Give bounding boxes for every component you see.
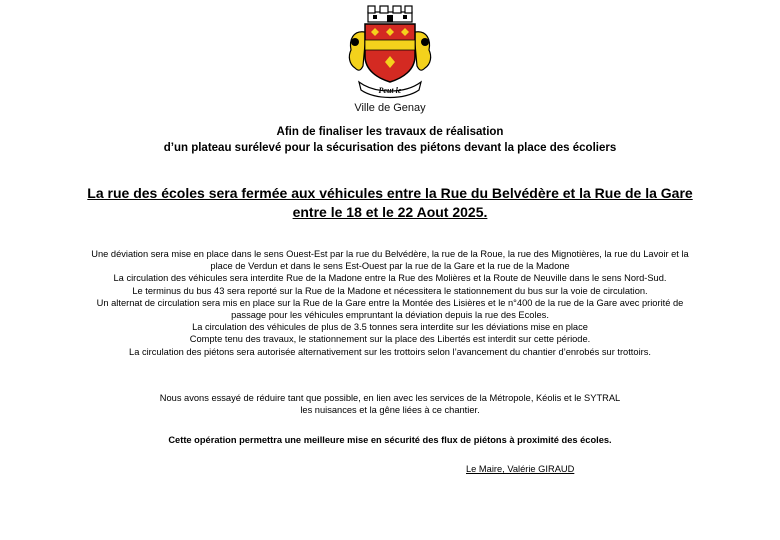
closure-line-2: entre le 18 et le 22 Aout 2025. (292, 204, 488, 220)
detour-details (40, 248, 740, 358)
mural-crown-icon (368, 6, 412, 22)
detour-line: Une déviation sera mise en place dans le sens Ouest-Est par la rue du Belvédère, la rue de la Roue, la rue des Mignotières, la rue du Lavoir et la (91, 249, 689, 259)
detour-line: place de Verdun et dans le sens Est-Ouest par la rue de la Gare et la rue de la Madone (210, 261, 570, 272)
motto-text: Peut le (378, 86, 402, 95)
apology-paragraph (40, 392, 740, 416)
motto-ribbon (359, 82, 421, 98)
closing-statement: Cette opération permettra une meilleure mise en sécurité des flux de piétons à proximité des écoles. (168, 435, 612, 445)
closure-announcement (0, 184, 780, 222)
intro-line-2: d’un plateau surélevé pour la sécurisation des piétons devant la place des écoliers (163, 142, 617, 154)
apology-line-2: les nuisances et la gêne liées à ce chantier. (300, 405, 480, 416)
detour-line: passage pour les véhicules empruntant la déviation depuis la rue des Ecoles. (231, 310, 549, 321)
closure-line-1: La rue des écoles sera fermée aux véhicules entre la Rue du Belvédère et la Rue de la Gare (87, 185, 693, 201)
detour-line: Compte tenu des travaux, le stationnement sur la place des Libertés est interdit sur cette période. (189, 334, 591, 345)
detour-line: La circulation des véhicules sera interdite Rue de la Madone entre la Rue des Molières et la Route de Neuville dans le sens Nord-Sud. (113, 273, 667, 284)
mayor-signature: Le Maire, Valérie GIRAUD (466, 464, 575, 474)
detour-line: Le terminus du bus 43 sera reporté sur la Rue de la Madone et nécessitera le stationnement du bus sur la voie de circulation. (132, 285, 648, 296)
town-name: Ville de Genay (354, 102, 426, 114)
header (0, 4, 780, 114)
detour-line: La circulation des véhicules de plus de 3.5 tonnes sera interdite sur les déviations mise en place (192, 322, 588, 333)
shield-icon (365, 24, 415, 82)
town-crest-icon (335, 4, 445, 100)
detour-line: Un alternat de circulation sera mis en place sur la Rue de la Gare entre la Montée des Lisières et le n°400 de la rue de la Gare avec priorité de (96, 297, 684, 308)
detour-line: La circulation des piétons sera autorisée alternativement sur les trottoirs selon l’avancement du chantier d’enrobés sur trottoirs. (129, 346, 651, 357)
intro-line-1: Afin de finaliser les travaux de réalisation (276, 126, 504, 138)
apology-line-1: Nous avons essayé de réduire tant que possible, en lien avec les services de la Métropole, Kéolis et le SYTRAL (159, 393, 621, 403)
intro-heading (0, 124, 780, 156)
